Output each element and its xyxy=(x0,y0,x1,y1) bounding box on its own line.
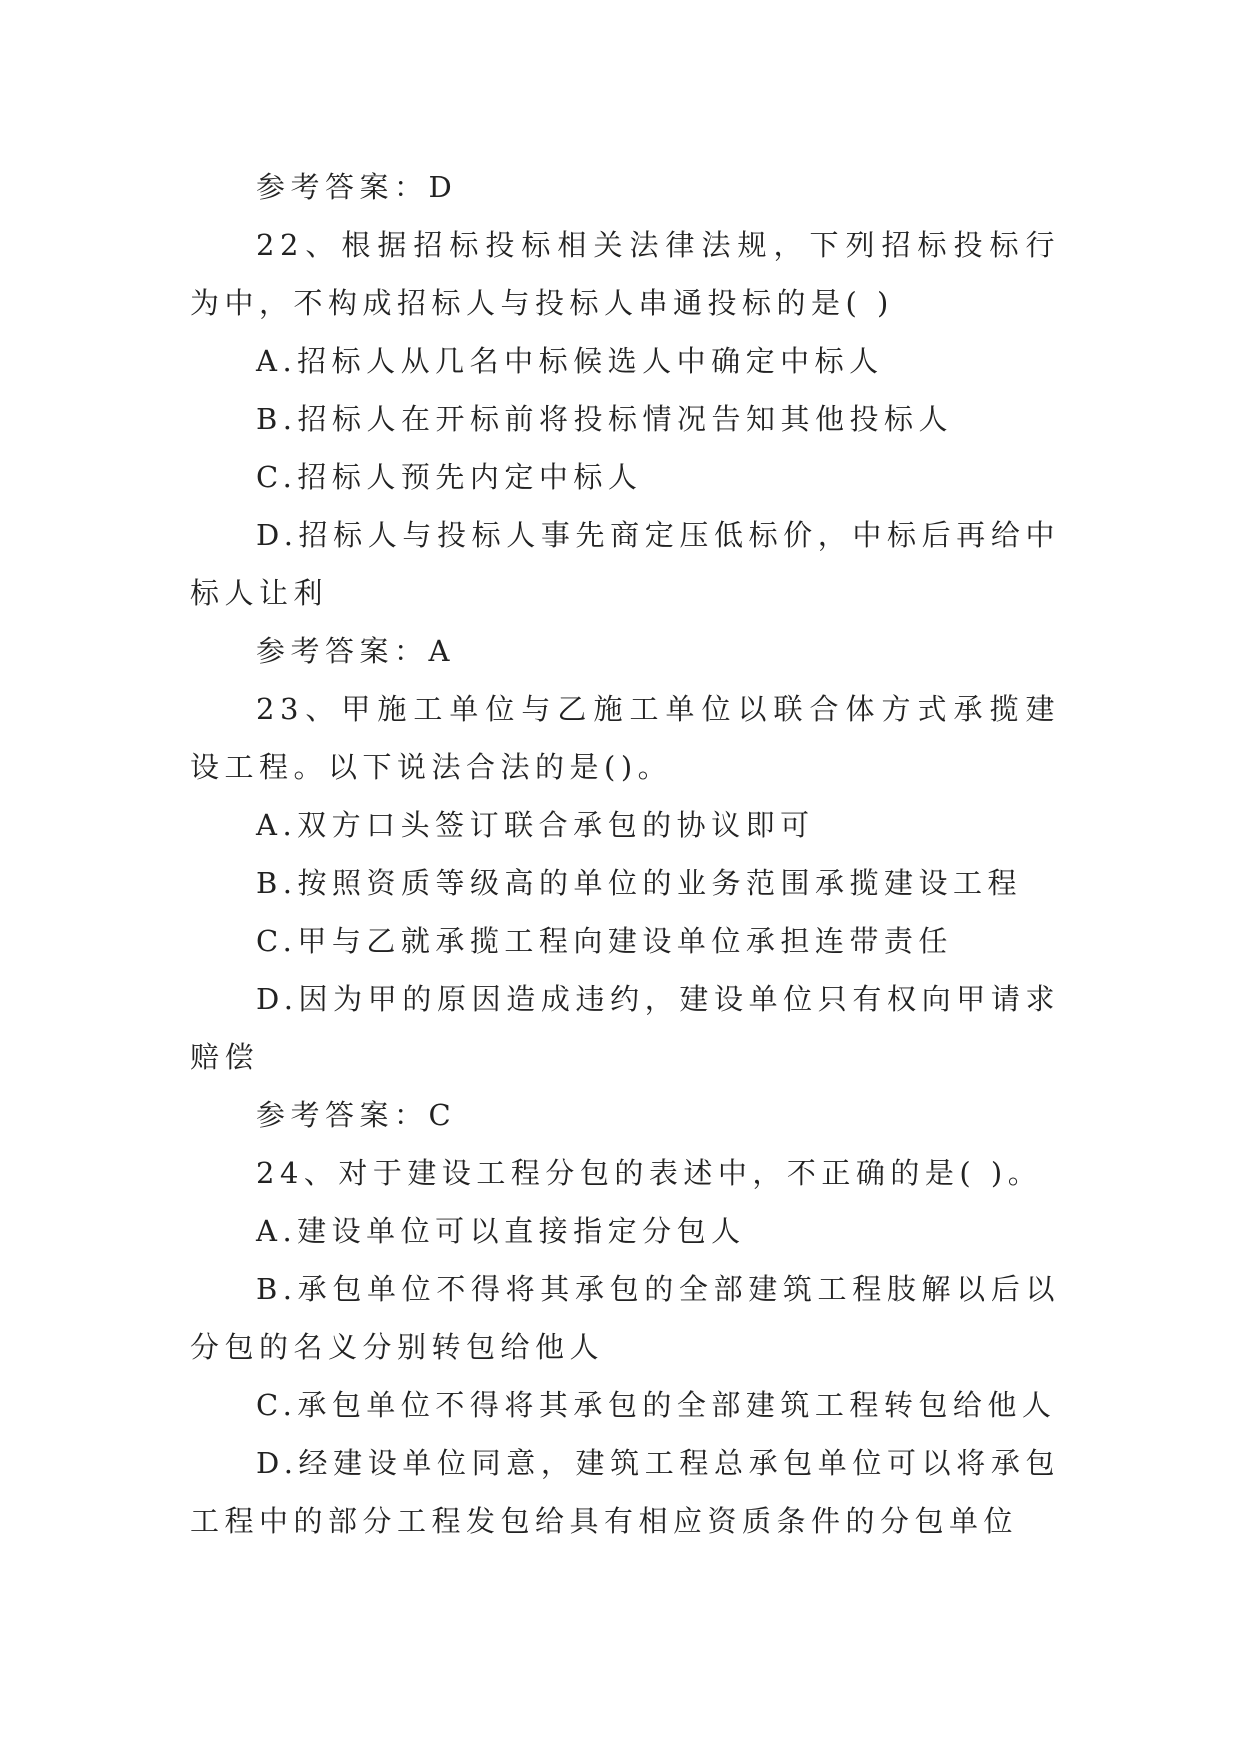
document-page xyxy=(190,158,1060,1550)
question-22-option-c: C.招标人预先内定中标人 xyxy=(256,460,643,494)
question-24-stem: 24、对于建设工程分包的表述中，不正确的是( )。 xyxy=(256,1156,1043,1190)
question-24-option-c: C.承包单位不得将其承包的全部建筑工程转包给他人 xyxy=(256,1388,1057,1422)
question-22-option-a: A.招标人从几名中标候选人中确定中标人 xyxy=(256,344,884,378)
question-24-option-b: B.承包单位不得将其承包的全部建筑工程肢解以后以分包的名义分别转包给他人 xyxy=(190,1272,1060,1364)
question-23-option-b: B.按照资质等级高的单位的业务范围承揽建设工程 xyxy=(256,866,1023,900)
answer-21: 参考答案：D xyxy=(256,170,458,204)
question-23-option-a: A.双方口头签订联合承包的协议即可 xyxy=(256,808,815,842)
question-24-option-a: A.建设单位可以直接指定分包人 xyxy=(256,1214,746,1248)
question-23-stem: 23、甲施工单位与乙施工单位以联合体方式承揽建设工程。以下说法合法的是()。 xyxy=(190,692,1060,784)
question-22-option-d: D.招标人与投标人事先商定压低标价，中标后再给中标人让利 xyxy=(190,518,1060,610)
question-22-stem: 22、根据招标投标相关法律法规，下列招标投标行为中，不构成招标人与投标人串通投标的是( ) xyxy=(190,228,1060,320)
question-23-option-d: D.因为甲的原因造成违约，建设单位只有权向甲请求赔偿 xyxy=(190,982,1060,1074)
question-24-option-d: D.经建设单位同意，建筑工程总承包单位可以将承包工程中的部分工程发包给具有相应资质条件的分包单位 xyxy=(190,1446,1060,1538)
question-22-option-b: B.招标人在开标前将投标情况告知其他投标人 xyxy=(256,402,954,436)
question-23-option-c: C.甲与乙就承揽工程向建设单位承担连带责任 xyxy=(256,924,953,958)
answer-22: 参考答案：A xyxy=(256,634,455,668)
answer-23: 参考答案：C xyxy=(256,1098,457,1132)
